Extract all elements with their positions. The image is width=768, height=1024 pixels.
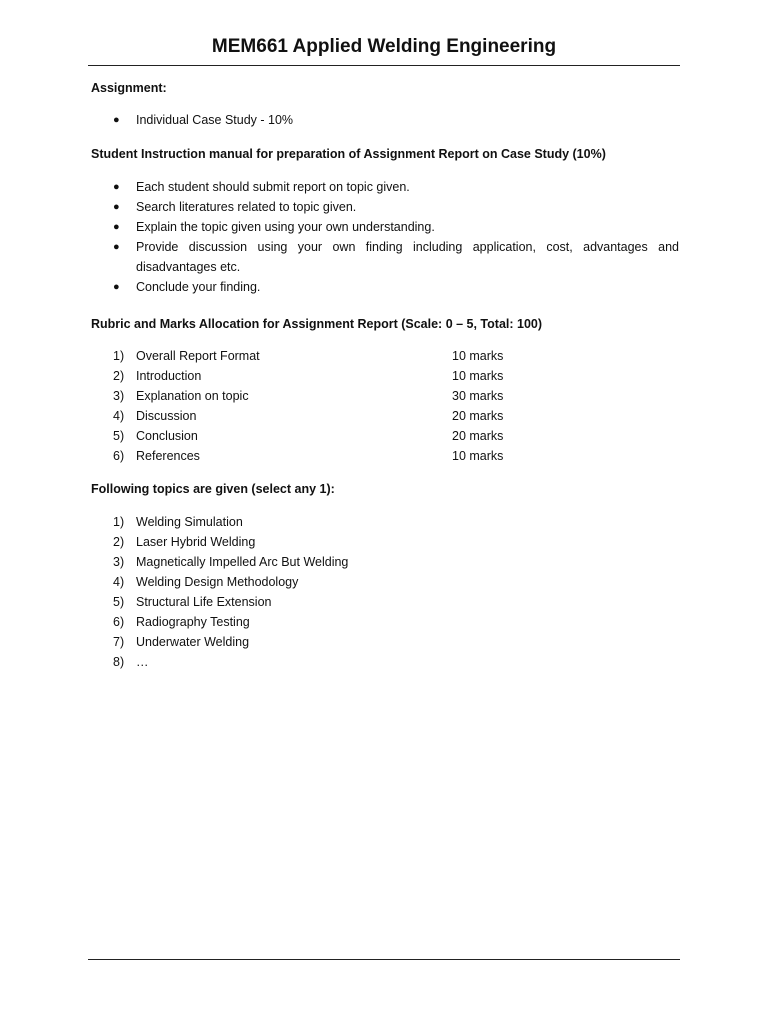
instructions-heading: Student Instruction manual for preparation of Assignment Report on Case Study (10%) [91, 147, 606, 161]
list-item: ● Each student should submit report on topic given. [91, 177, 679, 197]
instructions-list [91, 177, 679, 297]
document-title: MEM661 Applied Welding Engineering [211, 36, 557, 57]
marks-value: 10 marks [452, 369, 504, 383]
topics-heading: Following topics are given (select any 1): [91, 482, 335, 496]
rubric-row: 2) Introduction 10 marks [91, 366, 679, 386]
rubric-row: 5) Conclusion 20 marks [91, 426, 679, 446]
header-rule [88, 65, 680, 66]
marks-value: 20 marks [452, 409, 504, 423]
bullet-icon: ● [113, 201, 120, 213]
topic-item: 8) … [113, 655, 149, 669]
topic-item: 3) Magnetically Impelled Arc But Welding [113, 555, 349, 569]
rubric-row: 1) Overall Report Format 10 marks [91, 346, 679, 366]
assignment-heading: Assignment: [91, 81, 167, 95]
marks-value: 30 marks [452, 389, 504, 403]
bullet-icon: ● [113, 114, 120, 126]
bullet-icon: ● [113, 181, 120, 193]
list-item: ● Search literatures related to topic given. [91, 197, 679, 217]
topic-item: 6) Radiography Testing [113, 615, 250, 629]
list-item: ● Individual Case Study - 10% [91, 110, 679, 130]
topic-item: 2) Laser Hybrid Welding [113, 535, 256, 549]
marks-value: 20 marks [452, 429, 504, 443]
bullet-icon: ● [113, 281, 120, 293]
list-item: ● Conclude your finding. [91, 277, 679, 297]
topics-list [91, 512, 679, 672]
rubric-row: 4) Discussion 20 marks [91, 406, 679, 426]
rubric-list [91, 346, 679, 466]
rubric-heading: Rubric and Marks Allocation for Assignment Report (Scale: 0 – 5, Total: 100) [91, 317, 543, 331]
bullet-icon: ● [113, 221, 120, 233]
marks-value: 10 marks [452, 449, 504, 463]
list-item: ● Provide discussion using your own finding including application, cost, advantages and disadvantages etc. [91, 237, 679, 277]
marks-value: 10 marks [452, 349, 504, 363]
list-item: ● Explain the topic given using your own understanding. [91, 217, 679, 237]
topic-item: 7) Underwater Welding [113, 635, 250, 649]
topic-item: 1) Welding Simulation [113, 515, 243, 529]
topic-item: 5) Structural Life Extension [113, 595, 272, 609]
footer-rule [88, 959, 680, 960]
bullet-icon: ● [113, 241, 120, 253]
assignment-list [91, 110, 679, 130]
rubric-row: 3) Explanation on topic 30 marks [91, 386, 679, 406]
rubric-row: 6) References 10 marks [91, 446, 679, 466]
topic-item: 4) Welding Design Methodology [113, 575, 299, 589]
